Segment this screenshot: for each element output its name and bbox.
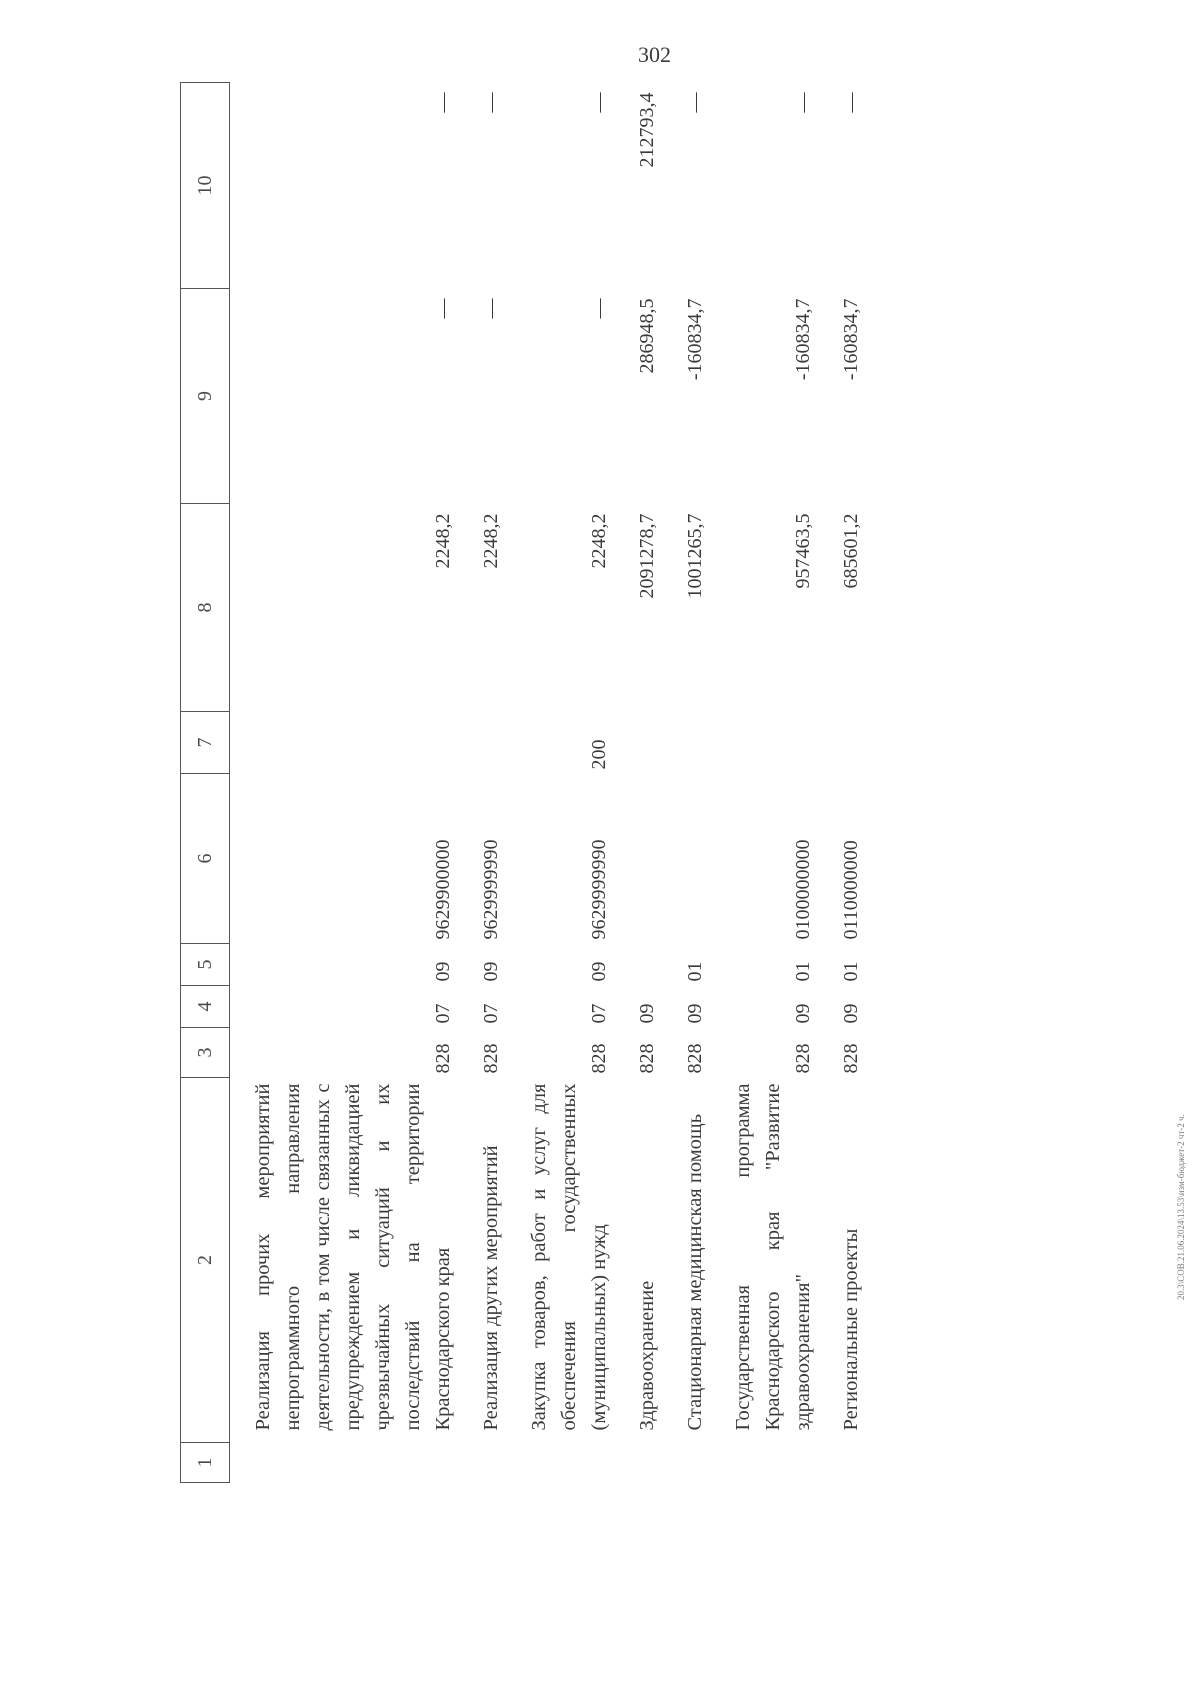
table-row	[230, 83, 459, 1483]
cell-col10: —	[684, 92, 706, 113]
cell-change: —	[432, 298, 454, 319]
cell-col10: —	[588, 92, 610, 113]
row-name: Здравоохранение	[636, 1280, 658, 1431]
cell-subsection: 09	[432, 961, 454, 982]
cell-admin-code: 828	[480, 1043, 502, 1074]
header-col-3: 3	[181, 1028, 230, 1078]
cell-admin-code: 828	[588, 1043, 610, 1074]
cell-admin-code: 828	[636, 1043, 658, 1074]
cell-col10: —	[480, 92, 502, 113]
cell-change: 286948,5	[636, 298, 658, 374]
header-col-6: 6	[181, 774, 230, 944]
cell-col10: 212793,4	[636, 92, 658, 168]
cell-expense-type	[614, 712, 662, 774]
row-name: Реализация других мероприятий	[480, 1145, 502, 1431]
cell-amount: 2248,2	[432, 513, 454, 569]
header-col-7: 7	[181, 712, 230, 774]
cell-expense-type	[230, 712, 459, 774]
cell-expense-type: 200	[588, 739, 610, 770]
cell-amount: 2248,2	[588, 513, 610, 569]
cell-section: 07	[588, 1003, 610, 1024]
table-row	[506, 83, 614, 1483]
cell-amount: 685601,2	[840, 513, 862, 589]
cell-expense-type	[710, 712, 818, 774]
cell-change: —	[588, 298, 610, 319]
document-footer-code: 20.3\СОВ.21.06.2024\13.53\изм-бюджет-2 чт-2 ч.	[1176, 1114, 1186, 1300]
table-header-row	[181, 83, 230, 1483]
cell-section: 07	[480, 1003, 502, 1024]
cell-amount: 2248,2	[480, 513, 502, 569]
cell-subsection: 01	[684, 961, 706, 982]
cell-col10: —	[792, 92, 814, 113]
cell-section: 09	[684, 1003, 706, 1024]
cell-target-article: 9629999990	[588, 839, 610, 940]
cell-change: -160834,7	[684, 298, 706, 381]
cell-subsection: 01	[840, 961, 862, 982]
cell-subsection: 09	[480, 961, 502, 982]
cell-admin-code: 828	[684, 1043, 706, 1074]
cell-change: -160834,7	[840, 298, 862, 381]
row-name: Региональные проекты	[840, 1228, 862, 1431]
cell-expense-type	[458, 712, 506, 774]
cell-subsection: 01	[792, 961, 814, 982]
cell-section: 09	[792, 1003, 814, 1024]
rotated-table-wrapper	[180, 83, 1140, 1483]
cell-subsection: 09	[588, 961, 610, 982]
cell-admin-code: 828	[792, 1043, 814, 1074]
header-col-5: 5	[181, 944, 230, 986]
cell-subsection	[614, 944, 662, 986]
cell-section: 07	[432, 1003, 454, 1024]
table-row	[614, 83, 662, 1483]
cell-admin-code: 828	[432, 1043, 454, 1074]
cell-target-article: 0110000000	[840, 840, 862, 940]
row-name: Закупка товаров, работ и услуг для обеспечения государственных (муниципальных) нужд	[528, 1083, 610, 1431]
cell-target-article	[662, 774, 710, 944]
cell-change: —	[480, 298, 502, 319]
header-col-9: 9	[181, 289, 230, 504]
cell-target-article: 0100000000	[792, 839, 814, 940]
row-name: Государственная программа Краснодарского края "Развитие здравоохранения"	[732, 1083, 814, 1431]
cell-expense-type	[662, 712, 710, 774]
page-number: 302	[638, 42, 671, 67]
table-row	[662, 83, 710, 1483]
cell-section: 09	[636, 1003, 658, 1024]
cell-expense-type	[818, 712, 866, 774]
table-row	[458, 83, 506, 1483]
cell-amount: 2091278,7	[636, 513, 658, 599]
cell-target-article: 9629900000	[432, 839, 454, 940]
cell-col10: —	[432, 92, 454, 113]
cell-amount: 957463,5	[792, 513, 814, 589]
table-row	[710, 83, 818, 1483]
header-col-8: 8	[181, 504, 230, 712]
header-col-1: 1	[181, 1443, 230, 1483]
row-name: Стационарная медицинская помощь	[684, 1113, 706, 1431]
header-col-4: 4	[181, 986, 230, 1028]
header-col-2: 2	[181, 1078, 230, 1443]
cell-section: 09	[840, 1003, 862, 1024]
cell-col10: —	[840, 92, 862, 113]
cell-change: -160834,7	[792, 298, 814, 381]
cell-admin-code: 828	[840, 1043, 862, 1074]
header-col-10: 10	[181, 83, 230, 289]
budget-table	[180, 82, 866, 1483]
cell-amount: 1001265,7	[684, 513, 706, 599]
cell-target-article	[614, 774, 662, 944]
row-name: Реализация прочих мероприятий непрограммного направления деятельности, в том числе связанных с предупреждением и ликвидацией чрезвычайных ситуаций и их последствий на территории Краснодарского края	[252, 1083, 454, 1431]
table-row	[818, 83, 866, 1483]
cell-target-article: 9629999990	[480, 839, 502, 940]
